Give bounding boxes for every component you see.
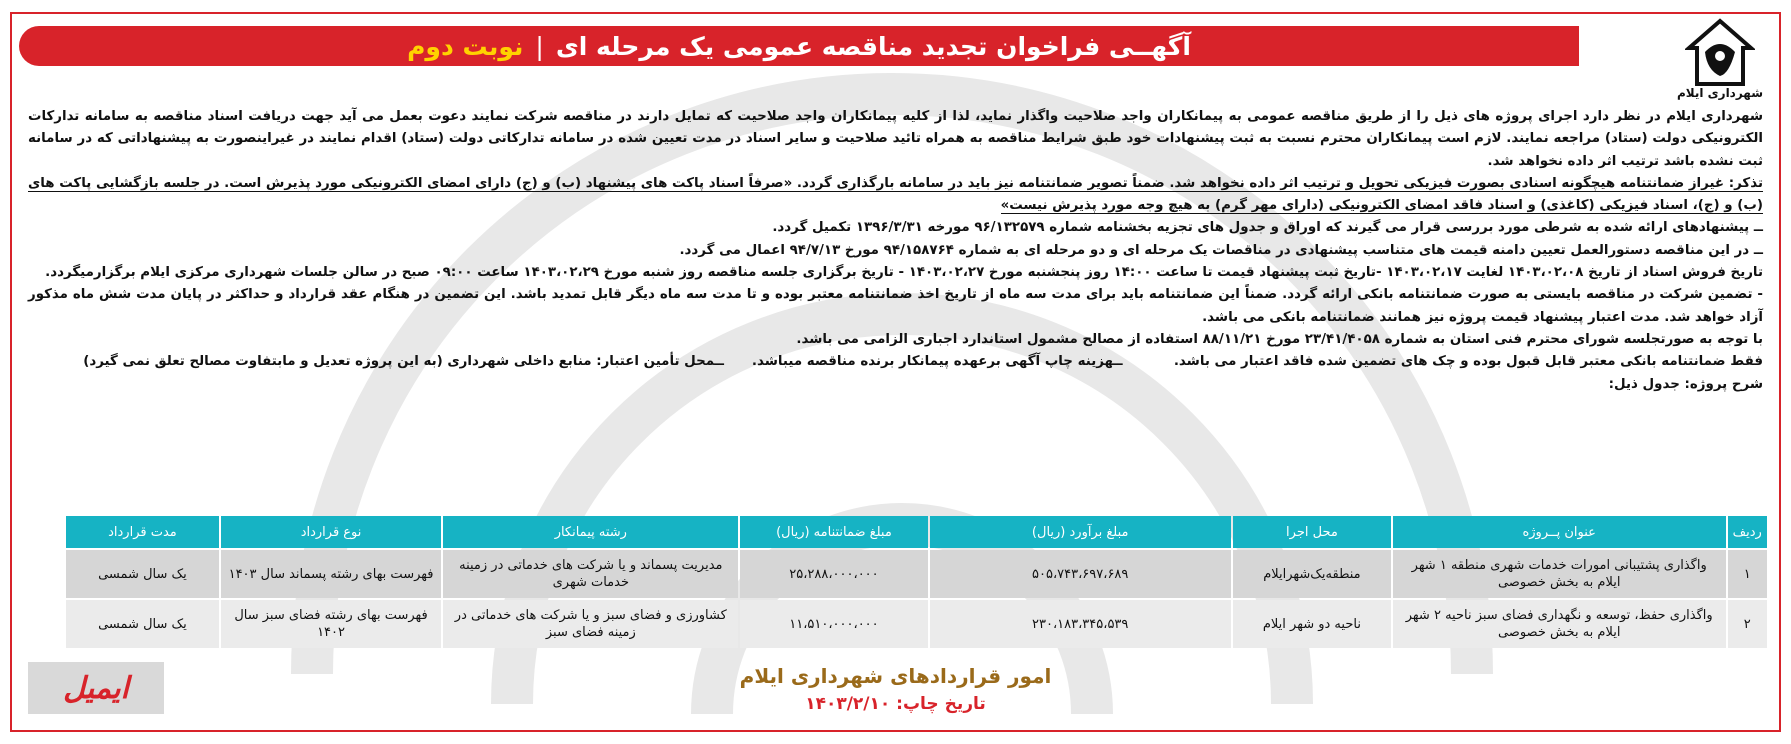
clause-bid-review: ــ پیشنهادهای ارائه شده به شرطی مورد بررسی قرار می گیرند که اوراق و جدول های تجزیه بخشنامه شماره ۹۶/۱۳۲۵۷۹ مورخه ۱۳۹۶/۳/۳۱ تکمیل گردد. [772,220,1763,236]
col-contract-type: نوع قرارداد [221,516,441,548]
note-paragraph [28,173,1763,218]
estimate-amount: ۵۰۵،۷۴۳،۶۹۷،۶۸۹ [930,550,1231,598]
guarantee-amount: ۱۱،۵۱۰،۰۰۰،۰۰۰ [740,600,927,648]
guarantee-paragraph: - تضمین شرکت در مناقصه بایستی به صورت ضمانتنامه بانکی ارائه گردد. ضمناً این ضمانتنامه باید برای مدت سه ماه از تاریخ اخذ ضمانتنامه معتبر بوده و تا مدت سه ماه دیگر قابل تمدید باشد. این تضمین در هنگام عقد قرارداد و حداکثر در پایان مدت شش ماه مذکور آزاد خواهد شد. مدت اعتبار پیشنهاد قیمت پروژه نیز همانند ضمانتنامه بانکی می باشد. [28,287,1763,325]
announcement-frame [10,12,1781,732]
projects-table [64,514,1769,650]
title-separator: | [535,31,544,61]
guarantee-amount: ۲۵،۲۸۸،۰۰۰،۰۰۰ [740,550,927,598]
municipality-logo [1675,18,1765,108]
footer-office: امور قراردادهای شهرداری ایلام [739,664,1052,688]
table-row [66,550,1767,598]
table-header-row [66,516,1767,548]
contract-duration: یک سال شمسی [66,550,219,598]
contractor-field: مدیریت پسماند و یا شرکت های خدماتی در زمینه خدمات شهری [443,550,738,598]
location: ناحیه دو شهر ایلام [1233,600,1391,648]
round-label: نوبت دوم [407,31,524,61]
row-number: ۲ [1728,600,1767,648]
row-number: ۱ [1728,550,1767,598]
table-row [66,600,1767,648]
newspaper-brand-logo [28,662,164,714]
print-date: تاریخ چاپ: ۱۴۰۳/۲/۱۰ [805,694,986,714]
col-contract-duration: مدت قرارداد [66,516,219,548]
terms-paragraph [28,351,1763,373]
col-estimate: مبلغ برآورد (ریال) [930,516,1231,548]
col-guarantee-amount: مبلغ ضمانتنامه (ریال) [740,516,927,548]
ad-cost-text: ــهزینه چاپ آگهی برعهده پیمانکار برنده مناقصه میباشد. [751,354,1123,370]
announcement-body [28,106,1763,396]
project-desc: شرح پروژه: جدول ذیل: [1608,376,1763,392]
project-title: واگذاری پشتیبانی امورات خدمات شهری منطقه ۱ شهر ایلام به بخش خصوصی [1393,550,1726,598]
estimate-amount: ۲۳۰،۱۸۳،۳۴۵،۵۳۹ [930,600,1231,648]
title-bar [19,26,1579,66]
logo-caption: شهرداری ایلام [1676,86,1764,100]
contractor-field: کشاورزی و فضای سبز و یا شرکت های خدماتی در زمینه فضای سبز [443,600,738,648]
note-text: تذکر: غیراز ضمانتنامه هیچگونه اسنادی بصورت فیزیکی تحویل و ترتیب اثر داده نخواهد شد. ضمناً تصویر ضمانتنامه نیز باید در سامانه بارگذاری گردد. «صرفاً اسناد پاکت های پیشنهاد (ب) و (ج) دارای امضای الکترونیکی مورد پذیرش است. در جلسه بازگشایی پاکت های (ب) و (ج)، اسناد فیزیکی (کاغذی) و اسناد فاقد امضای الکترونیکی (دارای مهر گرم) به هیچ وجه مورد پذیرش نیست» [28,175,1763,214]
project-title: واگذاری حفظ، توسعه و نگهداری فضای سبز ناحیه ۲ شهر ایلام به بخش خصوصی [1393,600,1726,648]
contract-type: فهرست بهای رشته پسماند سال ۱۴۰۳ [221,550,441,598]
funding-text: ــمحل تأمین اعتبار: منابع داخلی شهرداری (به این پروژه تعدیل و مابتفاوت مصالح تعلق نمی گیرد) [83,354,724,370]
municipality-emblem-icon [1685,18,1755,90]
location: منطقه‌یک‌شهرایلام [1233,550,1391,598]
col-row-number: ردیف [1728,516,1767,548]
col-contractor-field: رشته پیمانکار [443,516,738,548]
col-project-title: عنوان پــروژه [1393,516,1726,548]
page-title: آگهــی فراخوان تجدید مناقصه عمومی یک مرحله ای [555,31,1191,61]
bank-only-text: فقط ضمانتنامه بانکی معتبر قابل قبول بوده و چک های تضمین شده فاقد اعتبار می باشد. [1173,354,1763,370]
brand-text: ایمیل [63,670,129,706]
intro-paragraph: شهرداری ایلام در نظر دارد اجرای پروژه های ذیل را از طریق مناقصه عمومی به پیمانکاران واجد صلاحیت واگذار نماید، لذا از کلیه پیمانکاران واجد صلاحیت که تمایل دارند در مناقصه شرکت نمایند دعوت بعمل می آید جهت دریافت اسناد مناقصه به سامانه تدارکات الکترونیکی دولت (ستاد) مراجعه نمایند. لازم است پیمانکاران محترم نسبت به ثبت پیشنهادات خود طبق شرایط مناقصه به همراه تائید صلاحیت و سایر اسناد در مدت تعیین شده در سامانه تدارکاتی دولت (ستاد) اقدام نمایند در غیراینصورت به پیشنهاداتی که در سامانه ثبت نشده باشد ترتیب اثر داده نخواهد شد. [28,109,1763,169]
council-paragraph: با توجه به صورتجلسه شورای محترم فنی استان به شماره ۲۳/۴۱/۴۰۵۸ مورخ ۸۸/۱۱/۲۱ استفاده از مصالح مشمول استاندارد اجباری الزامی می باشد. [796,331,1763,347]
schedule-paragraph: تاریخ فروش اسناد از تاریخ ۱۴۰۳،۰۲،۰۸ لغایت ۱۴۰۳،۰۲،۱۷ -تاریخ ثبت پیشنهاد قیمت تا ساعت ۱۴:۰۰ روز پنجشنبه مورخ ۱۴۰۳،۰۲،۲۷ - تاریخ برگزاری جلسه مناقصه روز شنبه مورخ ۱۴۰۳،۰۲،۲۹ ساعت ۰۹:۰۰ صبح در سالن جلسات شهرداری مرکزی ایلام برگزارمیگردد. [45,265,1763,281]
contract-duration: یک سال شمسی [66,600,219,648]
clause-price-range: ــ در این مناقصه دستورالعمل تعیین دامنه قیمت های متناسب پیشنهادی در مناقصات یک مرحله ای و دو مرحله ای به شماره ۹۴/۱۵۸۷۶۴ مورخ ۹۴/۷/۱۳ اعمال می گردد. [679,242,1763,258]
col-location: محل اجرا [1233,516,1391,548]
contract-type: فهرست بهای رشته فضای سبز سال ۱۴۰۲ [221,600,441,648]
